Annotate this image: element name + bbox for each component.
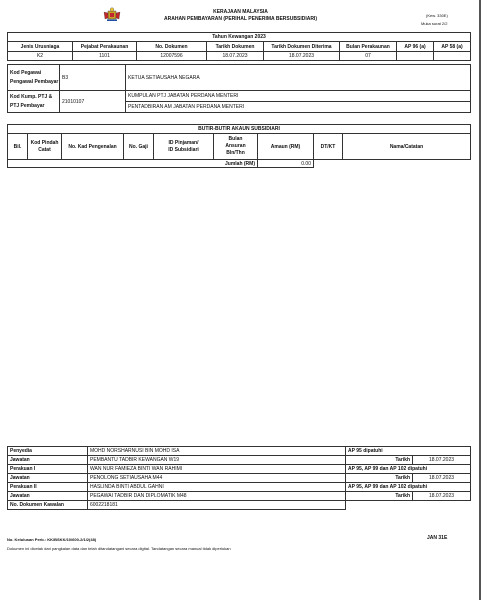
approval-compliance: AP 95, AP 99 dan AP 102 dipatuhi: [346, 483, 471, 492]
col-tarikh-dokumen: Tarikh Dokumen: [207, 42, 264, 52]
approval-label: Jawatan: [8, 456, 88, 465]
col-bul-line1: Bulan: [228, 136, 243, 142]
approval-tarikh: 18.07.2023: [413, 456, 471, 465]
approval-label: Penyedia: [8, 447, 88, 456]
value-bulan-perakaunan: 07: [340, 52, 397, 61]
col-no-dokumen: No. Dokumen: [137, 42, 207, 52]
value-pejabat-perakaunan: 1101: [73, 52, 137, 61]
approval-name: MOHD NORSHARNUSI BIN MOHD ISA: [88, 447, 346, 456]
col-bulan-ansuran: [214, 134, 258, 160]
value-ap96: [397, 52, 434, 61]
form-series-code: JAN 31E: [427, 535, 448, 541]
ptj-code: 21010107: [60, 91, 126, 113]
col-kod-line2: Catat: [38, 146, 51, 153]
subsidiary-header-row: [8, 134, 471, 160]
approval-label: Jawatan: [8, 474, 88, 483]
approval-name: WAN NUR FAMIEZA BINTI WAN RAHIMI: [88, 465, 346, 474]
approval-tarikh-label: Tarikh: [346, 456, 413, 465]
ptj-label: [8, 91, 60, 113]
pegawai-label-line2: Pengawal Pembayar: [10, 78, 59, 85]
approval-row: [8, 447, 471, 456]
col-bul-line2: Ansuran: [225, 143, 246, 149]
approval-name: PEGAWAI TADBIR DAN DIPLOMATIK M48: [88, 492, 346, 501]
approval-row: [8, 501, 471, 510]
pegawai-code: B3: [60, 65, 126, 91]
col-ap96: AP 96 (a): [397, 42, 434, 52]
col-jenis-urusniaga: Jenis Urusniaga: [8, 42, 73, 52]
approval-tarikh-label: Tarikh: [346, 492, 413, 501]
approval-row: [8, 492, 471, 501]
approval-name: HASLINDA BINTI ABDUL GAHNI: [88, 483, 346, 492]
approval-label: Perakuan II: [8, 483, 88, 492]
col-kod-pindah-catat: [28, 134, 62, 160]
approval-label: No. Dokumen Kawalan: [8, 501, 88, 510]
col-id-pinjaman: [154, 134, 214, 160]
approval-compliance: AP 95, AP 99 dan AP 102 dipatuhi: [346, 465, 471, 474]
col-bil: Bil.: [8, 134, 28, 160]
approval-name: PENOLONG SETIAUSAHA M44: [88, 474, 346, 483]
col-kod-line1: Kod Pindah: [30, 139, 59, 146]
approval-tarikh: 18.07.2023: [413, 474, 471, 483]
value-no-dokumen: 12007596: [137, 52, 207, 61]
info-table: [7, 32, 471, 61]
approval-name: PEMBANTU TADBIR KEWANGAN W19: [88, 456, 346, 465]
fiscal-year: Tahun Kewangan 2023: [8, 33, 471, 42]
col-pin-line2: ID Subsidiari: [168, 146, 199, 153]
approval-reference: No. Kelulusan Perb.: KK/BSKK/10/600-2/1/2(48): [7, 537, 97, 542]
jumlah-label: Jumlah (RM): [8, 160, 258, 168]
approval-row: [8, 483, 471, 492]
approval-tarikh: 18.07.2023: [413, 492, 471, 501]
col-bulan-perakaunan: Bulan Perakaunan: [340, 42, 397, 52]
subsidiary-table: [7, 124, 471, 168]
col-kad-pengenalan: No. Kad Pengenalan: [62, 134, 124, 160]
value-jenis-urusniaga: K2: [8, 52, 73, 61]
approval-label: Jawatan: [8, 492, 88, 501]
approval-label: Perakuan I: [8, 465, 88, 474]
pegawai-label: [8, 65, 60, 91]
ptj-desc-1: KUMPULAN PTJ JABATAN PERDANA MENTERI: [126, 91, 471, 102]
approval-tarikh-label: Tarikh: [346, 474, 413, 483]
approval-row: [8, 465, 471, 474]
col-bul-line3: Bln/Thn: [226, 150, 245, 156]
control-doc-number: 6002218181: [88, 501, 346, 510]
form-code: (Kew. 330E): [426, 13, 448, 18]
approval-row: [8, 456, 471, 465]
pegawai-label-line1: Kod Pegawai: [10, 69, 42, 76]
subsidiary-title: BUTIR-BUTIR AKAUN SUBSIDIARI: [8, 125, 471, 134]
col-pejabat-perakaunan: Pejabat Perakaunan: [73, 42, 137, 52]
header-title: KERAJAAN MALAYSIA: [213, 9, 268, 15]
col-amaun: Amaun (RM): [258, 134, 314, 160]
ptj-label-line2: PTJ Pembayar: [10, 102, 45, 109]
approval-compliance: AP 95 dipatuhi: [346, 447, 471, 456]
page-number: Muka surat 2/2: [421, 21, 448, 26]
header-subtitle: ARAHAN PEMBAYARAN (PERIHAL PENERIMA BERSUBSIDIARI): [164, 16, 317, 22]
col-pin-line1: ID Pinjaman/: [168, 139, 199, 146]
info-header-row: [8, 42, 471, 52]
approval-row: [8, 474, 471, 483]
col-no-gaji: No. Gaji: [124, 134, 154, 160]
ptj-desc-2: PENTADBIRAN AM JABATAN PERDANA MENTERI: [126, 102, 471, 113]
jumlah-row: [8, 160, 471, 168]
approval-table: [7, 446, 471, 510]
col-nama-catatan: Nama/Catatan: [343, 134, 471, 160]
jumlah-value: 0.00: [258, 160, 314, 168]
digital-signature-note: Dokumen ini dicetak dari pangkalan data dan telah ditandatangani secara digital. Tandatangan secara manual tidak diperlukan: [7, 546, 231, 551]
value-tarikh-dokumen: 18.07.2023: [207, 52, 264, 61]
col-tarikh-diterima: Tarikh Dokumen Diterima: [264, 42, 340, 52]
value-ap58: [434, 52, 471, 61]
info-value-row: [8, 52, 471, 61]
ptj-label-line1: Kod Kump. PTJ &: [10, 93, 53, 100]
col-ap58: AP 58 (a): [434, 42, 471, 52]
value-tarikh-diterima: 18.07.2023: [264, 52, 340, 61]
pegawai-desc: KETUA SETIAUSAHA NEGARA: [126, 65, 471, 91]
payer-table: [7, 64, 471, 113]
col-dtkt: DT/KT: [314, 134, 343, 160]
